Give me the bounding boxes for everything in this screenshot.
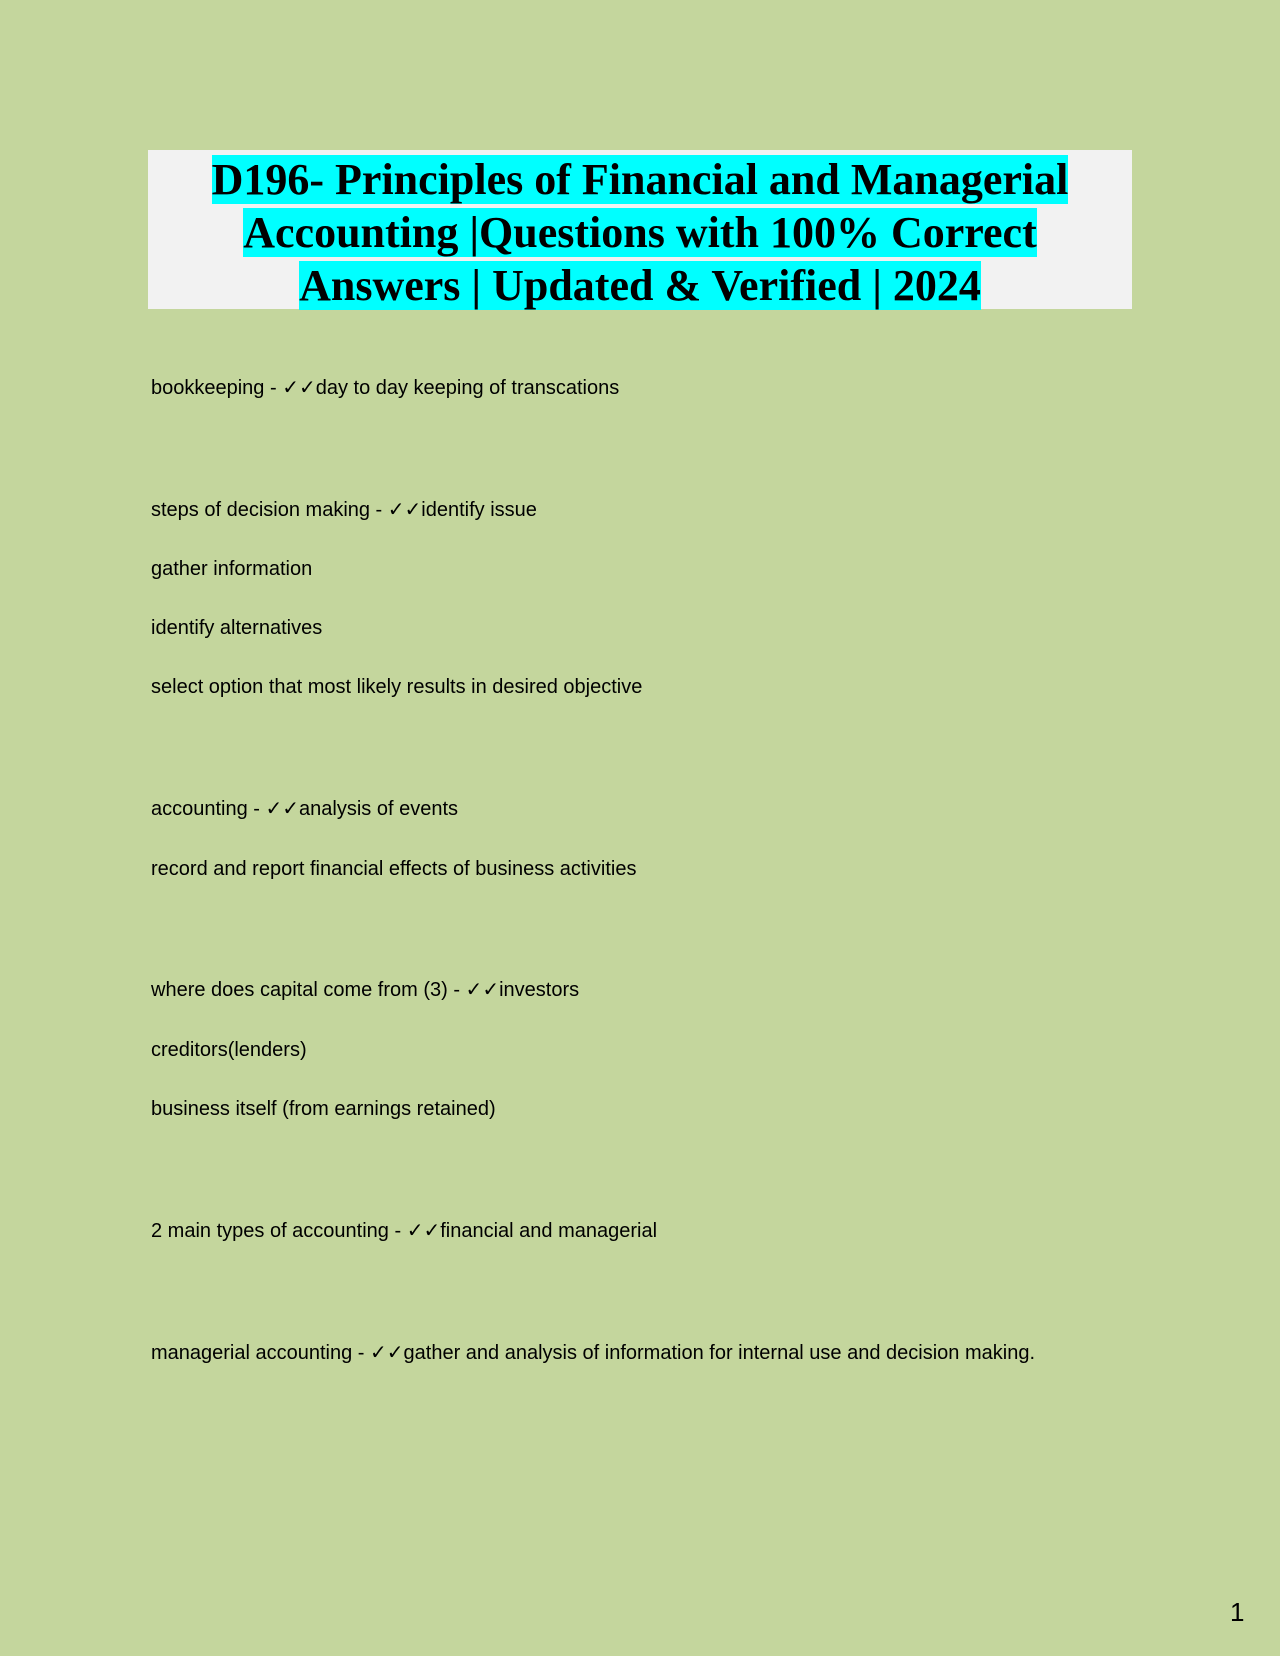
- title-line: D196- Principles of Financial and Managerial: [211, 155, 1069, 204]
- entry-capital: where does capital come from (3) - ✓✓investors: [151, 979, 580, 1001]
- entry-decision-making-line: select option that most likely results in desired objective: [151, 676, 643, 698]
- entry-decision-making-line: identify alternatives: [151, 617, 323, 639]
- entry-capital-line: business itself (from earnings retained): [151, 1098, 496, 1120]
- document-body: [151, 374, 1151, 1367]
- entry-accounting-line: record and report financial effects of business activities: [151, 858, 637, 880]
- entry-types-of-accounting: 2 main types of accounting - ✓✓financial and managerial: [151, 1220, 658, 1242]
- title-line: Answers | Updated & Verified | 2024: [299, 261, 981, 310]
- entry-bookkeeping: bookkeeping - ✓✓day to day keeping of transcations: [151, 377, 620, 399]
- entry-accounting: accounting - ✓✓analysis of events: [151, 798, 459, 820]
- title-line: Accounting |Questions with 100% Correct: [243, 208, 1037, 257]
- entry-decision-making: steps of decision making - ✓✓identify issue: [151, 499, 537, 521]
- entry-capital-line: creditors(lenders): [151, 1039, 307, 1061]
- page-number: 1: [1230, 1597, 1245, 1627]
- entry-decision-making-line: gather information: [151, 558, 313, 580]
- document-title: [148, 150, 1132, 309]
- entry-managerial-accounting: managerial accounting - ✓✓gather and analysis of information for internal use and decision making.: [151, 1342, 1036, 1364]
